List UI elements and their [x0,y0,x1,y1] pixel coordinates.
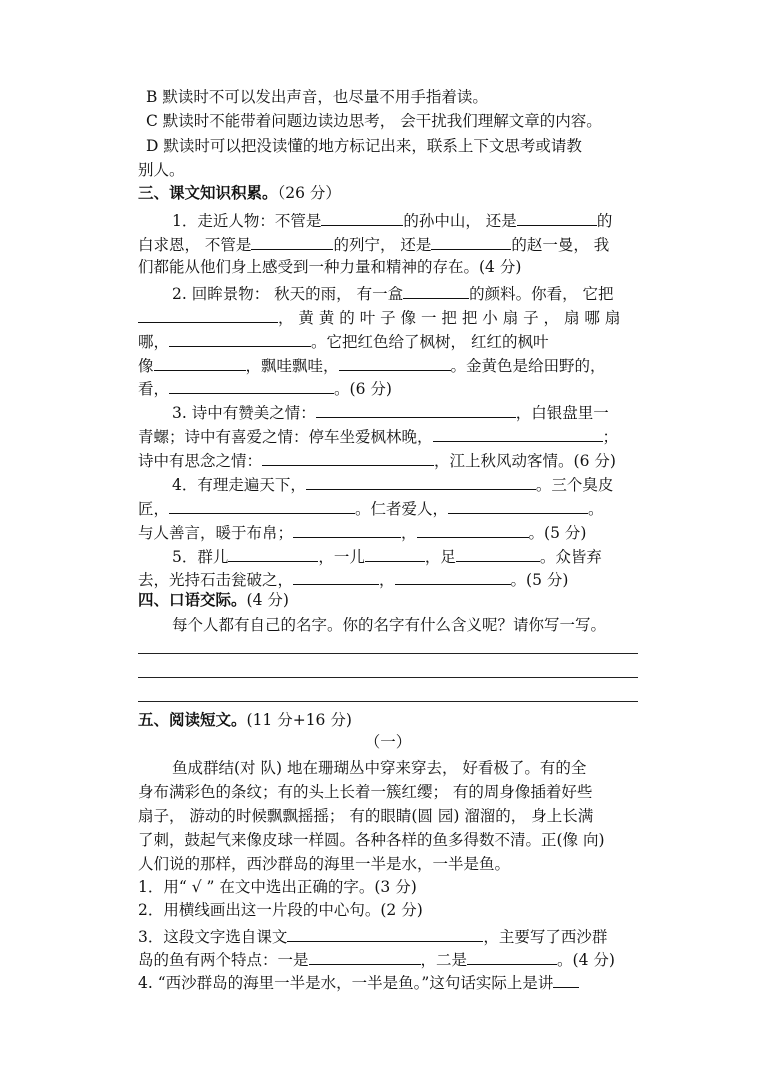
q4-text: 。 [588,500,604,518]
option-d-cont: 别人。 [138,161,185,179]
answer-line[interactable] [138,677,638,678]
rq3-text: 3．这段文字选自课文 [138,928,288,946]
q2-text: 2. 回眸景物： 秋天的雨， 有一盒 [172,285,404,303]
q2-text: 。它把红色给了枫树， 红红的枫叶 [311,333,549,351]
q5-text: ，足 [424,548,456,566]
q1-line-1 [172,207,658,229]
section-5-heading [138,709,658,731]
blank[interactable] [417,519,529,538]
reading-q1: 1．用“ √ ” 在文中选出正确的字。(3 分) [138,878,417,896]
q4-line-2 [138,495,658,517]
blank[interactable] [431,231,511,250]
q2-line-1 [172,280,658,302]
q1-line-3: 们都能从他们身上感受到一种力量和精神的存在。(4 分) [138,258,522,276]
rq4-text: 4. “西沙群岛的海里一半是水，一半是鱼。”这句话实际上是讲 [138,974,554,992]
section-3-title: 三、课文知识积累。 [138,183,278,202]
q3-text: 3. 诗中有赞美之情： [172,404,316,422]
blank[interactable] [293,566,379,585]
q4-text: 。(5 分) [528,524,587,542]
passage-line: 扇子， 游动的时候飘飘摇摇； 有的眼睛(圆 园) 溜溜的， 身上长满 [138,807,594,825]
section-5-score: (11 分+16 分) [246,711,352,729]
blank[interactable] [169,495,355,514]
reading-q4 [138,969,658,991]
rq3-text: 。(4 分) [557,951,615,969]
reading-q3-line-2 [138,946,658,968]
q2-text: 。金黄色是给田野的， [450,357,606,375]
rq3-text: 岛的鱼有两个特点：一是 [138,951,309,969]
q5-line-1 [172,543,658,565]
q2-line-2 [138,304,658,326]
q1-text: 白求恩， 不管是 [138,236,252,254]
section-4-score: (4 分) [246,591,289,609]
q2-line-4 [138,352,658,374]
passage-line: 了刺，鼓起气来像皮球一样圆。各种各样的鱼多得数不清。正(像 向) [138,831,605,849]
passage-line: 人们说的那样，西沙群岛的海里一半是水，一半是鱼。 [138,855,511,873]
q2-line-5 [138,375,658,397]
q5-text: 。众皆弃 [539,548,602,566]
blank[interactable] [306,471,536,490]
q2-text: 看， [138,380,170,398]
q1-text: 的列宁， 还是 [333,236,432,254]
section-3-score: （26 分） [277,184,341,202]
q2-text: ， 黄 黄 的 叶 子 像 一 把 把 小 扇 子 ， 扇 哪 扇 [278,309,621,327]
rq3-text: ，主要写了西沙群 [483,928,608,946]
q3-text: 诗中有思念之情： [138,452,263,470]
section-4-heading [138,589,658,611]
blank[interactable] [467,946,557,965]
q3-line-2 [138,423,658,445]
q3-text: ，江上秋风动客情。(6 分) [434,452,616,470]
blank[interactable] [169,328,311,347]
q1-line-2 [138,231,658,253]
blank[interactable] [316,399,516,418]
q4-text: 匠， [138,500,170,518]
blank[interactable] [251,231,333,250]
q2-text: 的颜料。你看， 它把 [469,285,614,303]
q5-text: 去，光持石击瓮破之， [138,571,294,589]
answer-line[interactable] [138,653,638,654]
section-5-title: 五、阅读短文。 [138,710,247,729]
q4-text: 4．有理走遍天下， [172,476,306,494]
q5-text: 5．群儿 [172,548,229,566]
blank[interactable] [138,304,278,323]
blank[interactable] [339,352,451,371]
blank[interactable] [365,543,425,562]
q4-line-3 [138,519,658,541]
blank[interactable] [517,207,597,226]
part-label: （一） [364,733,412,751]
q4-text: ， [401,524,417,542]
q4-line-1 [172,471,658,493]
q1-text: 1．走近人物：不管是 [172,212,322,230]
q2-text: ，飘哇飘哇， [245,357,339,375]
blank[interactable] [448,495,588,514]
section-3-heading [138,182,658,204]
q5-text: ， [379,571,395,589]
passage-line: 鱼成群结(对 队) 地在珊瑚丛中穿来穿去， 好看极了。有的全 [172,759,587,777]
option-b: B 默读时不可以发出声音，也尽量不用手指着读。 [146,88,488,106]
rq3-text: ，二是 [420,951,468,969]
blank[interactable] [293,519,401,538]
q4-text: 。三个臭皮 [535,476,614,494]
q3-text: 青螺；诗中有喜爱之情：停车坐爱枫林晚， [138,428,433,446]
blank[interactable] [228,543,318,562]
q1-text: 的赵一曼， 我 [511,236,610,254]
q4-text: 与人善言，暖于布帛； [138,524,294,542]
reading-q2: 2．用横线画出这一片段的中心句。(2 分) [138,901,423,919]
q4-text: 。仁者爱人， [355,500,449,518]
blank[interactable] [395,566,511,585]
q3-text: ； [602,428,619,446]
q5-text: ，一儿 [318,548,365,566]
reading-q3-line-1 [138,923,658,945]
blank[interactable] [553,969,579,988]
q5-line-2 [138,566,658,588]
section-4-title: 四、口语交际。 [138,590,247,609]
blank[interactable] [169,375,334,394]
q3-text: ，白银盘里一 [515,404,609,422]
q5-text: 。(5 分) [510,571,569,589]
blank[interactable] [456,543,540,562]
q3-line-1 [172,399,658,421]
answer-line[interactable] [138,701,638,702]
blank[interactable] [309,946,421,965]
q2-text: 哪， [138,333,170,351]
q1-text: 的 [596,212,613,230]
q3-line-3 [138,447,658,469]
blank[interactable] [154,352,246,371]
option-d: D 默读时可以把没读懂的地方标记出来，联系上下文思考或请教 [146,137,582,155]
blank[interactable] [262,447,434,466]
q2-text: 。(6 分) [334,380,392,398]
blank[interactable] [403,280,469,299]
section-4-prompt: 每个人都有自己的名字。你的名字有什么含义呢？请你写一写。 [172,616,607,634]
passage-line: 身布满彩色的条纹；有的头上长着一簇红缨； 有的周身像插着好些 [138,783,593,801]
q1-text: 的孙中山， 还是 [403,212,517,230]
option-c: C 默读时不能带着问题边读边思考， 会干扰我们理解文章的内容。 [146,112,602,130]
blank[interactable] [321,207,403,226]
q2-text: 像 [138,357,154,375]
blank[interactable] [433,423,603,442]
blank[interactable] [287,923,483,942]
q2-line-3 [138,328,658,350]
